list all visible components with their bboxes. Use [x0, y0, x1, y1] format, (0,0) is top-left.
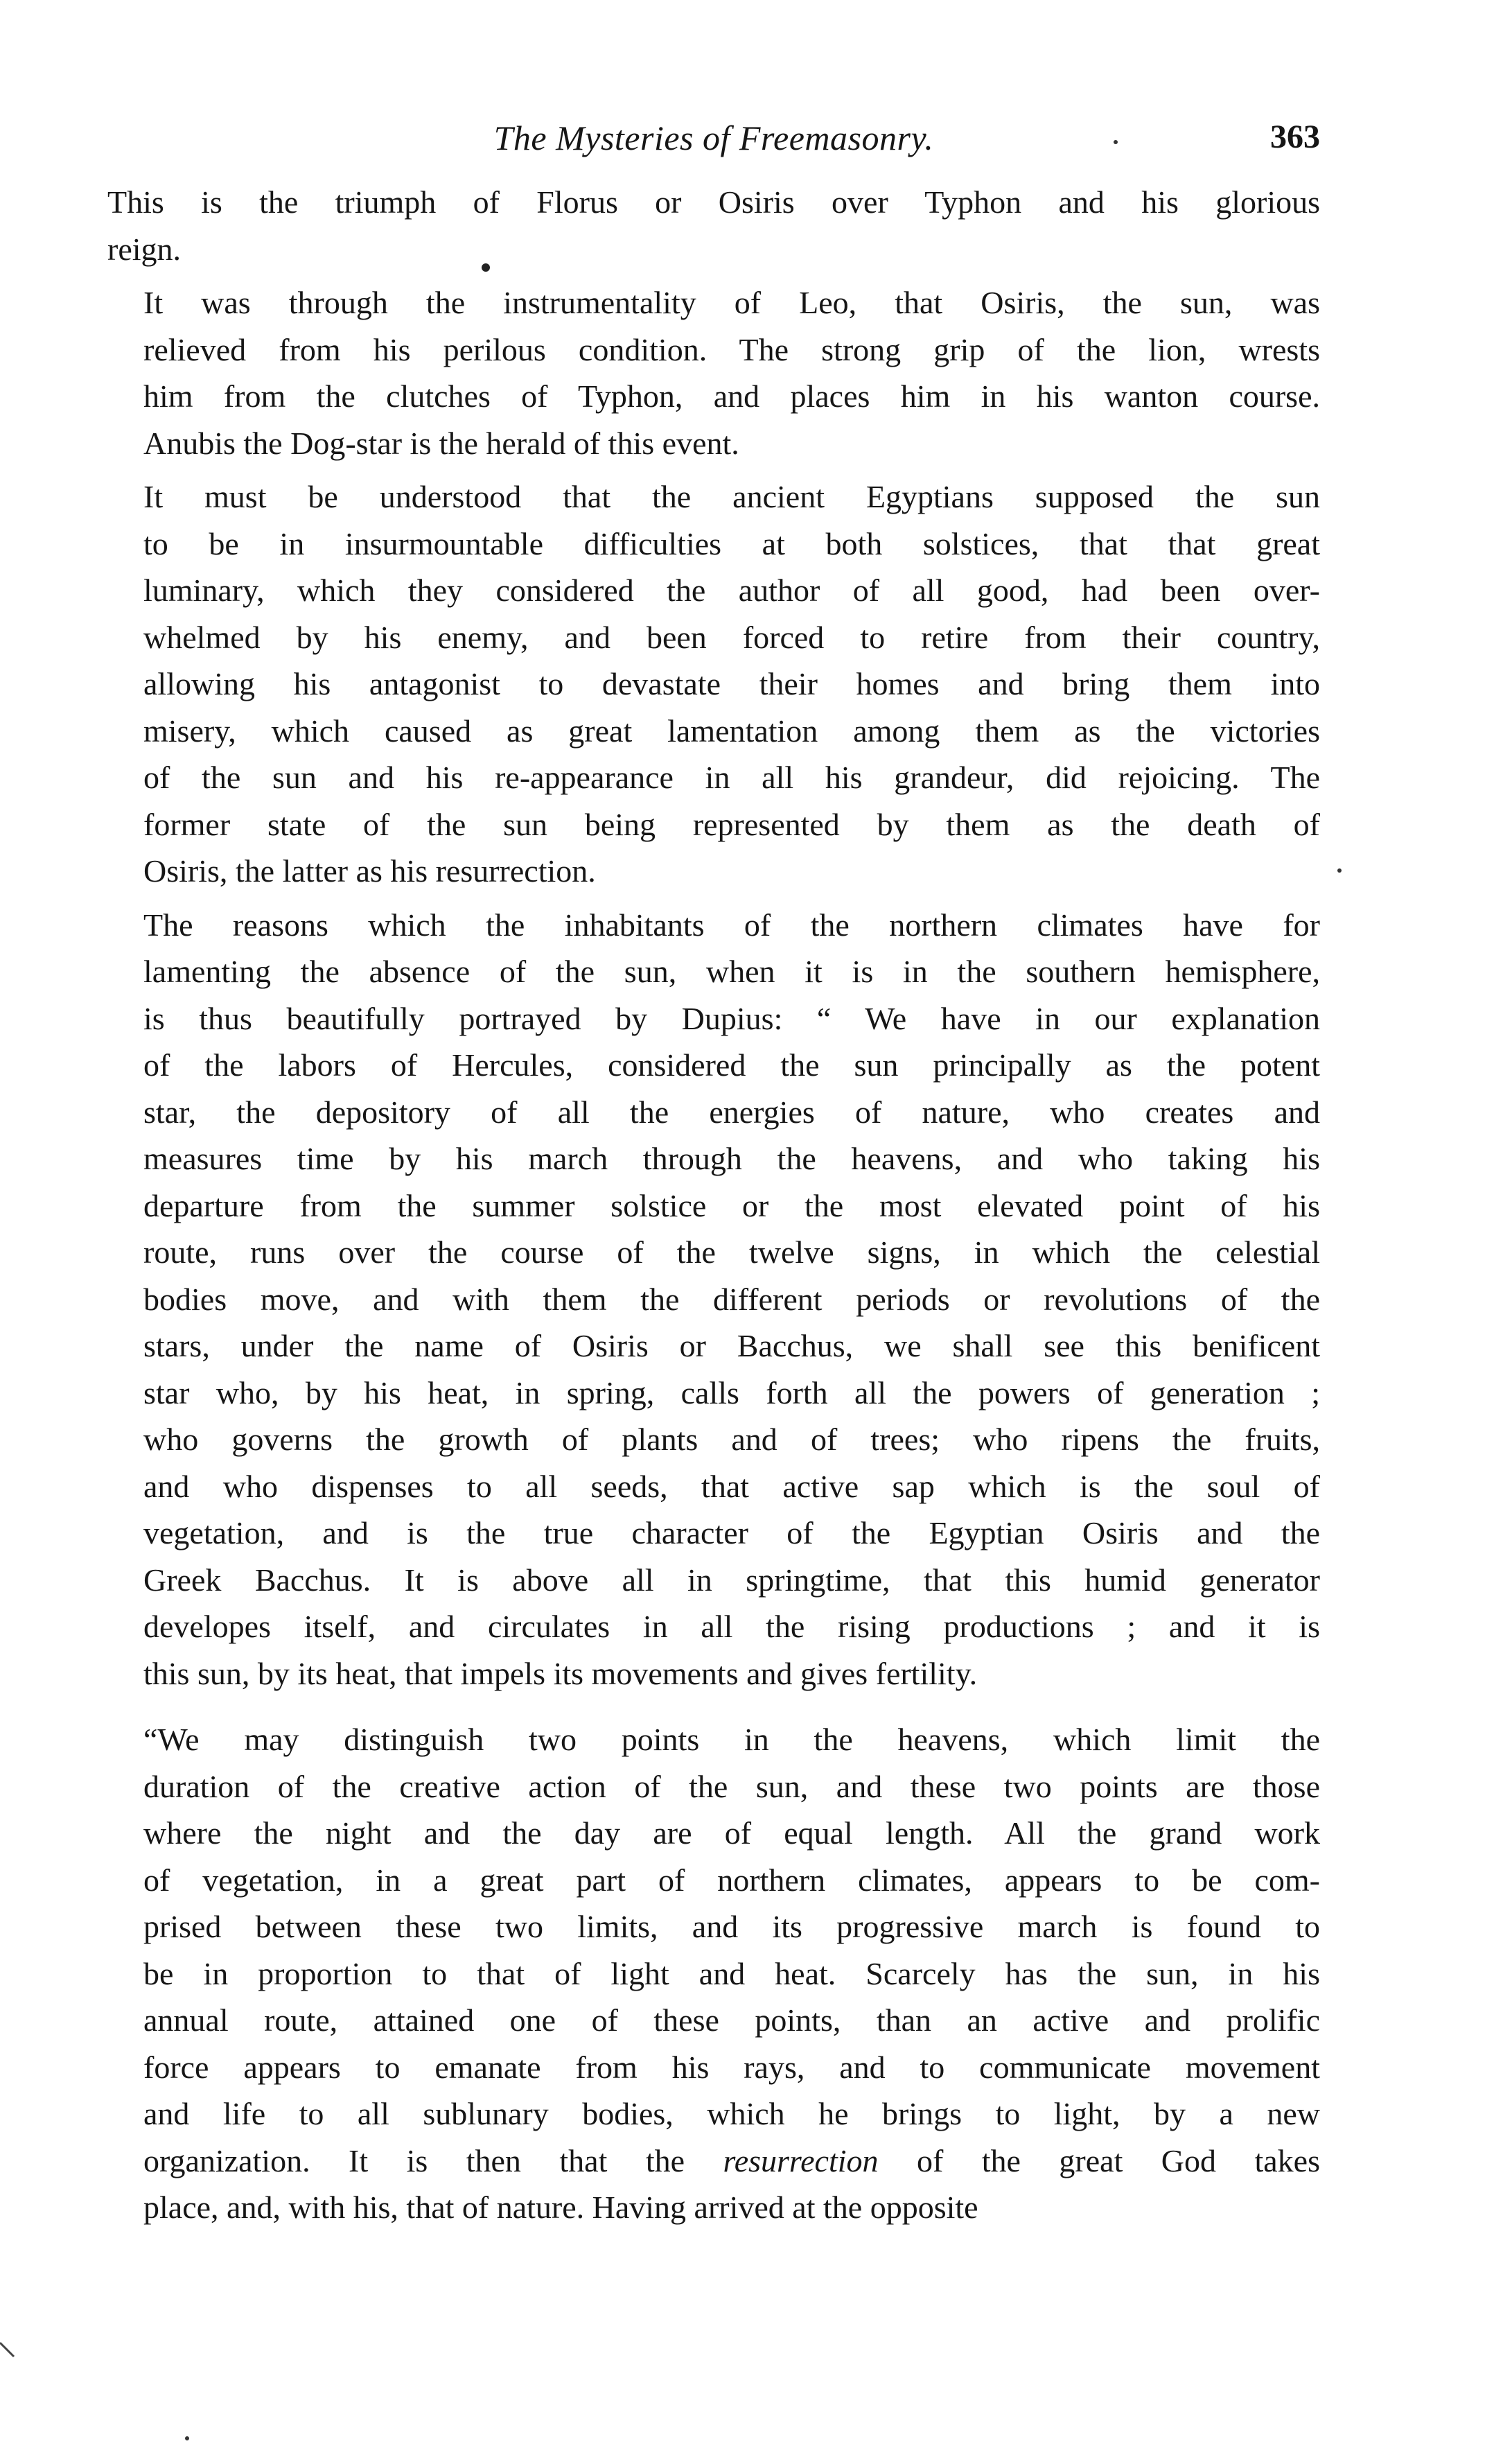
- text-line: It must be understood that the ancient Egyptians supposed the sun: [143, 479, 1320, 514]
- text-line: departure from the summer solstice or the most elevated point of his: [143, 1187, 1320, 1223]
- text-line: who governs the growth of plants and of trees; who ripens the fruits,: [143, 1422, 1320, 1457]
- text-line: Osiris, the latter as his resurrection.: [143, 853, 596, 889]
- emphasized-word: resurrection: [723, 2142, 879, 2178]
- text-line: of the sun and his re-appearance in all his grandeur, did rejoicing. The: [143, 760, 1320, 795]
- text-line: is thus beautifully portrayed by Dupius: “ We have in our explanation: [143, 1000, 1320, 1036]
- text-line: to be in insurmountable difficulties at both solstices, that that great: [143, 525, 1320, 561]
- text-line: This is the triumph of Florus or Osiris over Typhon and his glorious: [107, 184, 1320, 220]
- ink-speck: [185, 2436, 189, 2440]
- text-line: route, runs over the course of the twelve signs, in which the celestial: [143, 1234, 1320, 1270]
- text-line: Greek Bacchus. It is above all in springtime, that this humid generator: [143, 1562, 1320, 1598]
- text-line: relieved from his perilous condition. The strong grip of the lion, wrests: [143, 331, 1320, 367]
- text-line: annual route, attained one of these points, than an active and prolific: [143, 2002, 1320, 2038]
- text-line: misery, which caused as great lamentation among them as the victories: [143, 713, 1320, 749]
- text-line: be in proportion to that of light and heat. Scarcely has the sun, in his: [143, 1955, 1320, 1991]
- text-line: bodies move, and with them the different periods or revolutions of the: [143, 1281, 1320, 1317]
- text-line: “We may distinguish two points in the heavens, which limit the: [143, 1722, 1320, 1757]
- ink-speck: [1114, 140, 1118, 144]
- text-line: and life to all sublunary bodies, which he brings to light, by a new: [143, 2096, 1320, 2131]
- text-line: luminary, which they considered the author of all good, had been over-: [143, 573, 1320, 608]
- ink-speck: [1337, 868, 1342, 873]
- text-line: vegetation, and is the true character of the Egyptian Osiris and the: [143, 1515, 1320, 1550]
- ink-speck: [482, 263, 490, 272]
- text-line: star who, by his heat, in spring, calls forth all the powers of generation ;: [143, 1374, 1320, 1410]
- text-line: place, and, with his, that of nature. Having arrived at the opposite: [143, 2190, 978, 2225]
- running-title: The Mysteries of Freemasonry.: [493, 119, 934, 157]
- text-line: former state of the sun being represented by them as the death of: [143, 806, 1320, 842]
- text-line: The reasons which the inhabitants of the northern climates have for: [143, 907, 1320, 943]
- text-line: of vegetation, in a great part of northern climates, appears to be com-: [143, 1862, 1320, 1898]
- text-line: duration of the creative action of the sun, and these two points are those: [143, 1768, 1320, 1804]
- text-line: lamenting the absence of the sun, when it is in the southern hemisphere,: [143, 954, 1320, 989]
- text-line: stars, under the name of Osiris or Bacchus, we shall see this benificent: [143, 1328, 1320, 1363]
- text-line: where the night and the day are of equal length. All the grand work: [143, 1815, 1320, 1851]
- text-line: whelmed by his enemy, and been forced to retire from their country,: [143, 619, 1320, 655]
- scan-mark: [0, 2343, 14, 2357]
- text-line: prised between these two limits, and its progressive march is found to: [143, 1909, 1320, 1944]
- page-number: 363: [1270, 119, 1320, 155]
- text-line: of the labors of Hercules, considered the sun principally as the potent: [143, 1047, 1320, 1083]
- text-line: measures time by his march through the heavens, and who taking his: [143, 1141, 1320, 1176]
- text-line: force appears to emanate from his rays, and to communicate movement: [143, 2049, 1320, 2085]
- text-line: him from the clutches of Typhon, and places him in his wanton course.: [143, 378, 1320, 414]
- text-line: allowing his antagonist to devastate their homes and bring them into: [143, 666, 1320, 701]
- text-line: It was through the instrumentality of Leo, that Osiris, the sun, was: [143, 285, 1320, 320]
- text-line: this sun, by its heat, that impels its movements and gives fertility.: [143, 1655, 978, 1691]
- text-line: and who dispenses to all seeds, that active sap which is the soul of: [143, 1468, 1320, 1504]
- text-line: Anubis the Dog-star is the herald of this event.: [143, 425, 739, 461]
- text-line: reign.: [107, 231, 182, 267]
- text-line: organization. It is then that the resurrection of the great God takes: [143, 2142, 1321, 2178]
- text-line: star, the depository of all the energies of nature, who creates and: [143, 1094, 1320, 1130]
- text-line: developes itself, and circulates in all the rising productions ; and it is: [143, 1609, 1320, 1644]
